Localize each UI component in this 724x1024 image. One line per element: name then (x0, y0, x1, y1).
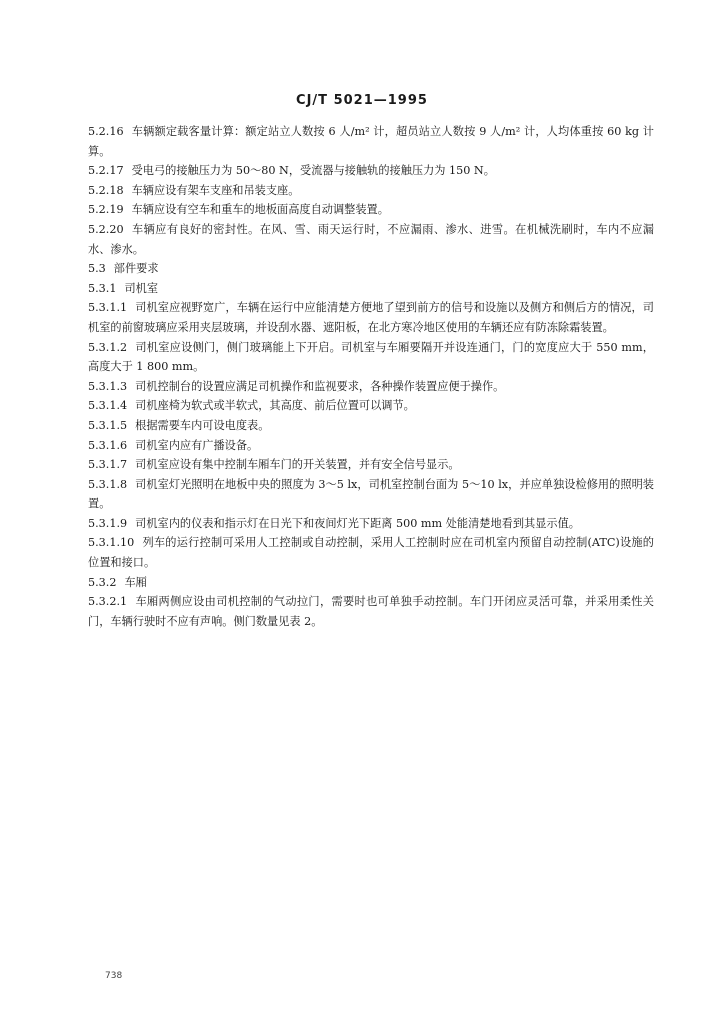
clause-5-3-2-1 (88, 592, 654, 631)
page-number: 738 (105, 971, 123, 981)
clause-5-3-1-3 (88, 377, 654, 397)
clause-5-3-1-7 (88, 455, 654, 475)
clause-number: 5.3.1.1 (88, 301, 128, 315)
clause-5-2-17 (88, 161, 654, 181)
clause-5-3-1-6 (88, 436, 654, 456)
section-heading-5-3-1 (88, 279, 654, 299)
clause-5-2-19 (88, 200, 654, 220)
clause-number: 5.3 (88, 262, 106, 276)
clause-5-3-1-4 (88, 396, 654, 416)
clause-number: 5.2.16 (88, 125, 124, 138)
clause-number: 5.3.1.2 (88, 340, 128, 354)
clause-number: 5.2.19 (88, 203, 124, 217)
clause-number: 5.3.1.4 (88, 399, 128, 413)
clause-number: 5.3.1.8 (88, 477, 128, 491)
clause-text: 车厢两侧应设由司机控制的气动拉门，需要时也可单独手动控制。车门开闭应灵活可靠，并采用柔性关门，车辆行驶时不应有声响。侧门数量见表 2。 (88, 595, 654, 628)
clause-5-2-18 (88, 181, 654, 201)
clause-5-3-1-1 (88, 298, 654, 337)
page-header-standard-code: CJ/T 5021—1995 (296, 93, 428, 108)
clause-5-3-1-5 (88, 416, 654, 436)
clause-number: 5.2.17 (88, 164, 124, 178)
clause-number: 5.3.1.7 (88, 458, 128, 472)
clause-number: 5.3.1.3 (88, 379, 128, 393)
clause-5-2-16 (88, 122, 654, 161)
clause-text: 车辆应设有架车支座和吊装支座。 (131, 183, 300, 197)
clause-text: 车厢 (124, 575, 147, 589)
clause-5-3-1-2 (88, 338, 654, 377)
clause-number: 5.3.2.1 (88, 595, 128, 609)
clause-text: 根据需要车内可设电度表。 (135, 418, 270, 432)
clause-text: 司机控制台的设置应满足司机操作和监视要求，各种操作装置应便于操作。 (135, 379, 505, 393)
clause-text: 列车的运行控制可采用人工控制或自动控制，采用人工控制时应在司机室内预留自动控制(ATC)设施的位置和接口。 (88, 536, 654, 570)
clause-text: 司机室应设侧门，侧门玻璃能上下开启。司机室与车厢要隔开并设连通门，门的宽度应大于 550 mm，高度大于 1 800 mm。 (88, 340, 654, 374)
clause-number: 5.3.1.5 (88, 418, 128, 432)
clause-number: 5.3.2 (88, 575, 117, 589)
clause-text: 部件要求 (113, 262, 159, 276)
clause-text: 车辆应有良好的密封性。在风、雪、雨天运行时，不应漏雨、渗水、进雪。在机械洗刷时，车内不应漏水、渗水。 (88, 222, 654, 256)
clause-text: 司机室灯光照明在地板中央的照度为 3～5 lx，司机室控制台面为 5～10 lx，并应单独设检修用的照明装置。 (88, 477, 654, 511)
clause-text: 司机室内的仪表和指示灯在日光下和夜间灯光下距离 500 mm 处能清楚地看到其显示值。 (135, 516, 580, 530)
clause-text: 司机室 (124, 281, 159, 295)
clause-number: 5.2.18 (88, 183, 124, 197)
clause-number: 5.3.1.9 (88, 516, 128, 530)
clause-text: 受电弓的接触压力为 50～80 N，受流器与接触轨的接触压力为 150 N。 (131, 164, 495, 178)
clause-text: 司机室应设有集中控制车厢车门的开关装置，并有安全信号显示。 (135, 458, 460, 472)
document-body (88, 122, 654, 631)
clause-text: 车辆应设有空车和重车的地板面高度自动调整装置。 (131, 203, 389, 217)
clause-5-3-1-10 (88, 533, 654, 572)
clause-text: 车辆额定载客量计算：额定站立人数按 6 人/m² 计，超员站立人数按 9 人/m² 计，人均体重按 60 kg 计算。 (88, 125, 654, 158)
section-heading-5-3-2 (88, 573, 654, 593)
section-heading-5-3 (88, 259, 654, 279)
clause-5-3-1-8 (88, 475, 654, 514)
clause-number: 5.2.20 (88, 222, 124, 236)
clause-number: 5.3.1.6 (88, 438, 128, 452)
clause-text: 司机座椅为软式或半软式，其高度、前后位置可以调节。 (135, 399, 415, 413)
clause-text: 司机室内应有广播设备。 (135, 438, 259, 452)
clause-5-3-1-9 (88, 514, 654, 534)
clause-text: 司机室应视野宽广，车辆在运行中应能清楚方便地了望到前方的信号和设施以及侧方和侧后方的情况，司机室的前窗玻璃应采用夹层玻璃，并设刮水器、遮阳板，在北方寒冷地区使用的车辆还应有防冻除霜装置。 (88, 301, 654, 334)
clause-5-2-20 (88, 220, 654, 259)
clause-number: 5.3.1.10 (88, 536, 135, 550)
clause-number: 5.3.1 (88, 281, 117, 295)
